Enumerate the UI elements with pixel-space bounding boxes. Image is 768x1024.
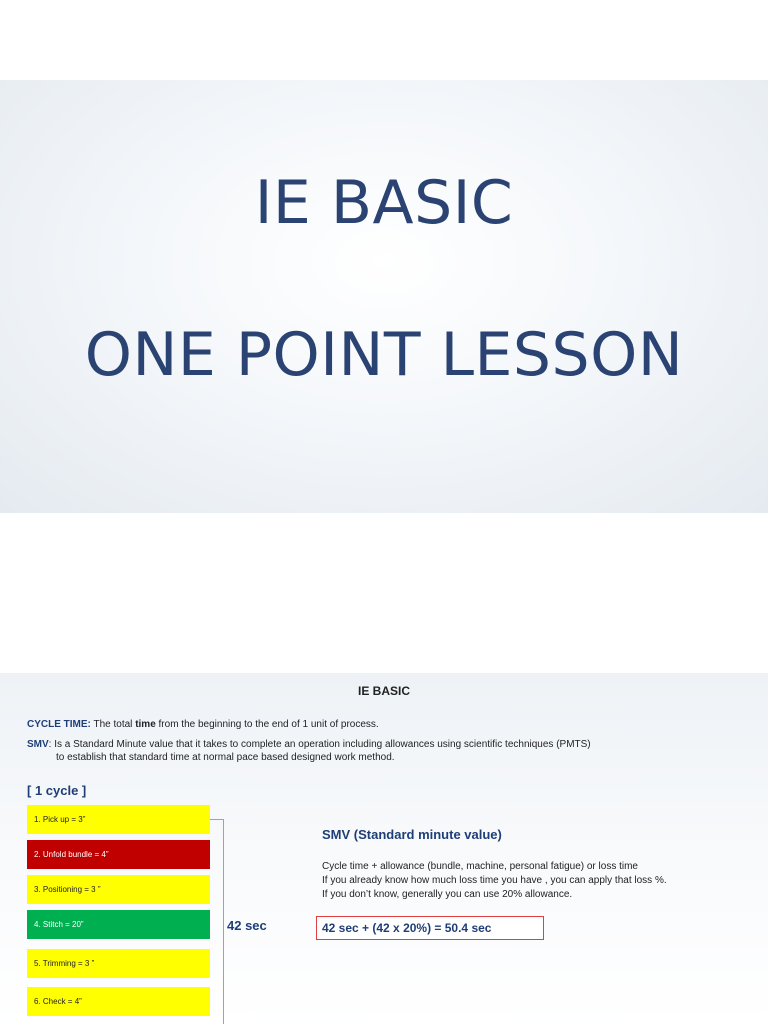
- cycle-bracket: [210, 819, 224, 1024]
- smv-key: SMV: [27, 739, 49, 750]
- title-slide: [0, 80, 768, 513]
- cycle-time-definition: [27, 718, 379, 731]
- cycle-time-key: CYCLE TIME:: [27, 719, 91, 730]
- smv-desc-line3: If you don’t know, generally you can use 20% allowance.: [322, 889, 573, 900]
- slide-title-ie-basic: IE BASIC: [254, 168, 514, 238]
- smv-heading: SMV (Standard minute value): [322, 827, 502, 842]
- step-trimming: 5. Trimming = 3 ”: [27, 949, 210, 978]
- smv-desc-line1: Cycle time + allowance (bundle, machine, personal fatigue) or loss time: [322, 861, 638, 872]
- cycle-label: [ 1 cycle ]: [27, 783, 87, 798]
- content-slide: [0, 673, 768, 1024]
- cycle-time-text-bold: time: [135, 719, 156, 730]
- step-check: 6. Check = 4”: [27, 987, 210, 1016]
- step-unfold-bundle: 2. Unfold bundle = 4”: [27, 840, 210, 869]
- smv-definition-line2: to establish that standard time at normal pace based designed work method.: [56, 752, 395, 763]
- step-positioning: 3. Positioning = 3 ”: [27, 875, 210, 904]
- step-pick-up: 1. Pick up = 3”: [27, 805, 210, 834]
- cycle-time-text-pre: The total: [90, 719, 136, 730]
- cycle-time-text-post: from the beginning to the end of 1 unit of process.: [155, 719, 379, 730]
- step-stitch: 4. Stitch = 20”: [27, 910, 210, 939]
- smv-definition-line1: : Is a Standard Minute value that it takes to complete an operation including allowances using scientific techniques (PMTS): [48, 739, 591, 750]
- content-slide-title: IE BASIC: [357, 684, 410, 698]
- cycle-total: 42 sec: [227, 918, 267, 933]
- smv-definition: [27, 738, 591, 751]
- slide-subtitle-one-point-lesson: ONE POINT LESSON: [84, 320, 684, 390]
- smv-formula-box: 42 sec + (42 x 20%) = 50.4 sec: [316, 916, 544, 940]
- smv-desc-line2: If you already know how much loss time you have , you can apply that loss %.: [322, 875, 667, 886]
